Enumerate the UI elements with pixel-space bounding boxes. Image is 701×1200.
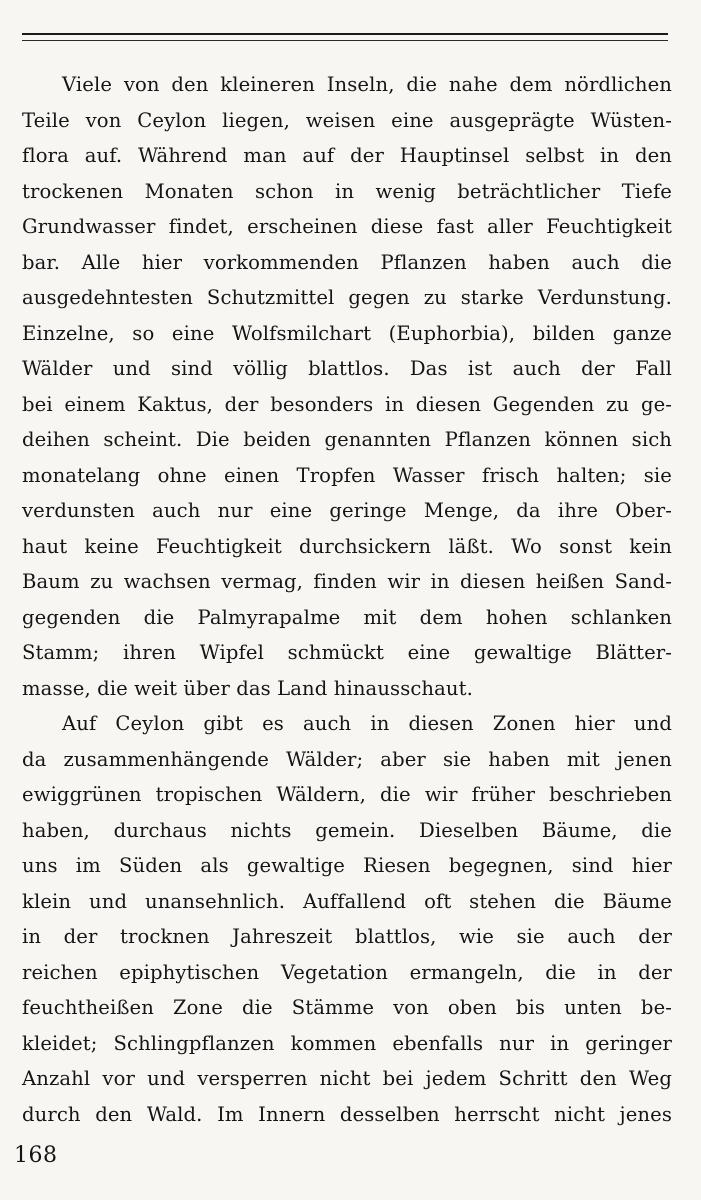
text-line: haben, durchaus nichts gemein. Dieselben Bäume, die [22,818,672,842]
text-line: Baum zu wachsen vermag, finden wir in diesen heißen Sand- [22,570,672,593]
text-line: gegenden die Palmyrapalme mit dem hohen schlanken [22,605,672,629]
text-line: deihen scheint. Die beiden genannten Pflanzen können sich [22,428,672,451]
header-rule-thick [22,33,668,35]
header-rule-thin [22,40,668,41]
text-line: ewiggrünen tropischen Wäldern, die wir früher beschrieben [22,783,672,806]
page-number: 168 [14,1143,58,1168]
text-line: reichen epiphytischen Vegetation ermangeln, die in der [22,960,672,984]
text-line: haut keine Feuchtigkeit durchsickern läßt. Wo sonst kein [22,534,672,558]
text-line: Auf Ceylon gibt es auch in diesen Zonen hier und [62,712,672,735]
text-line: Stamm; ihren Wipfel schmückt eine gewaltige Blätter- [22,641,672,664]
text-line: masse, die weit über das Land hinausschaut. [22,676,473,700]
text-line: uns im Süden als gewaltige Riesen begegnen, sind hier [22,854,672,877]
text-line: Grundwasser findet, erscheinen diese fast aller Feuchtigkeit [22,215,672,238]
text-line: klein und unansehnlich. Auffallend oft stehen die Bäume [22,889,672,913]
text-line: Viele von den kleineren Inseln, die nahe dem nördlichen [62,73,672,96]
text-line: Einzelne, so eine Wolfsmilchart (Euphorbia), bilden ganze [22,321,672,345]
text-line: monatelang ohne einen Tropfen Wasser frisch halten; sie [22,463,672,487]
text-line: bar. Alle hier vorkommenden Pflanzen haben auch die [22,250,672,274]
text-line: verdunsten auch nur eine geringe Menge, da ihre Ober- [22,499,672,522]
text-line: Teile von Ceylon liegen, weisen eine ausgeprägte Wüsten- [22,108,672,132]
text-line: trockenen Monaten schon in wenig beträchtlicher Tiefe [22,179,672,203]
text-line: kleidet; Schlingpflanzen kommen ebenfalls nur in geringer [22,1031,672,1055]
text-line: bei einem Kaktus, der besonders in diesen Gegenden zu ge- [22,392,672,416]
text-line: da zusammenhängende Wälder; aber sie haben mit jenen [22,747,672,771]
body-text [22,67,672,1132]
text-line: in der trocknen Jahreszeit blattlos, wie sie auch der [22,925,672,948]
text-line: durch den Wald. Im Innern desselben herrscht nicht jenes [22,1102,672,1126]
text-line: flora auf. Während man auf der Hauptinsel selbst in den [22,144,672,167]
text-line: Wälder und sind völlig blattlos. Das ist auch der Fall [22,357,672,380]
text-line: feuchtheißen Zone die Stämme von oben bis unten be- [22,996,672,1019]
text-line: ausgedehntesten Schutzmittel gegen zu starke Verdunstung. [22,286,672,309]
text-line: Anzahl vor und versperren nicht bei jedem Schritt den Weg [22,1067,672,1090]
